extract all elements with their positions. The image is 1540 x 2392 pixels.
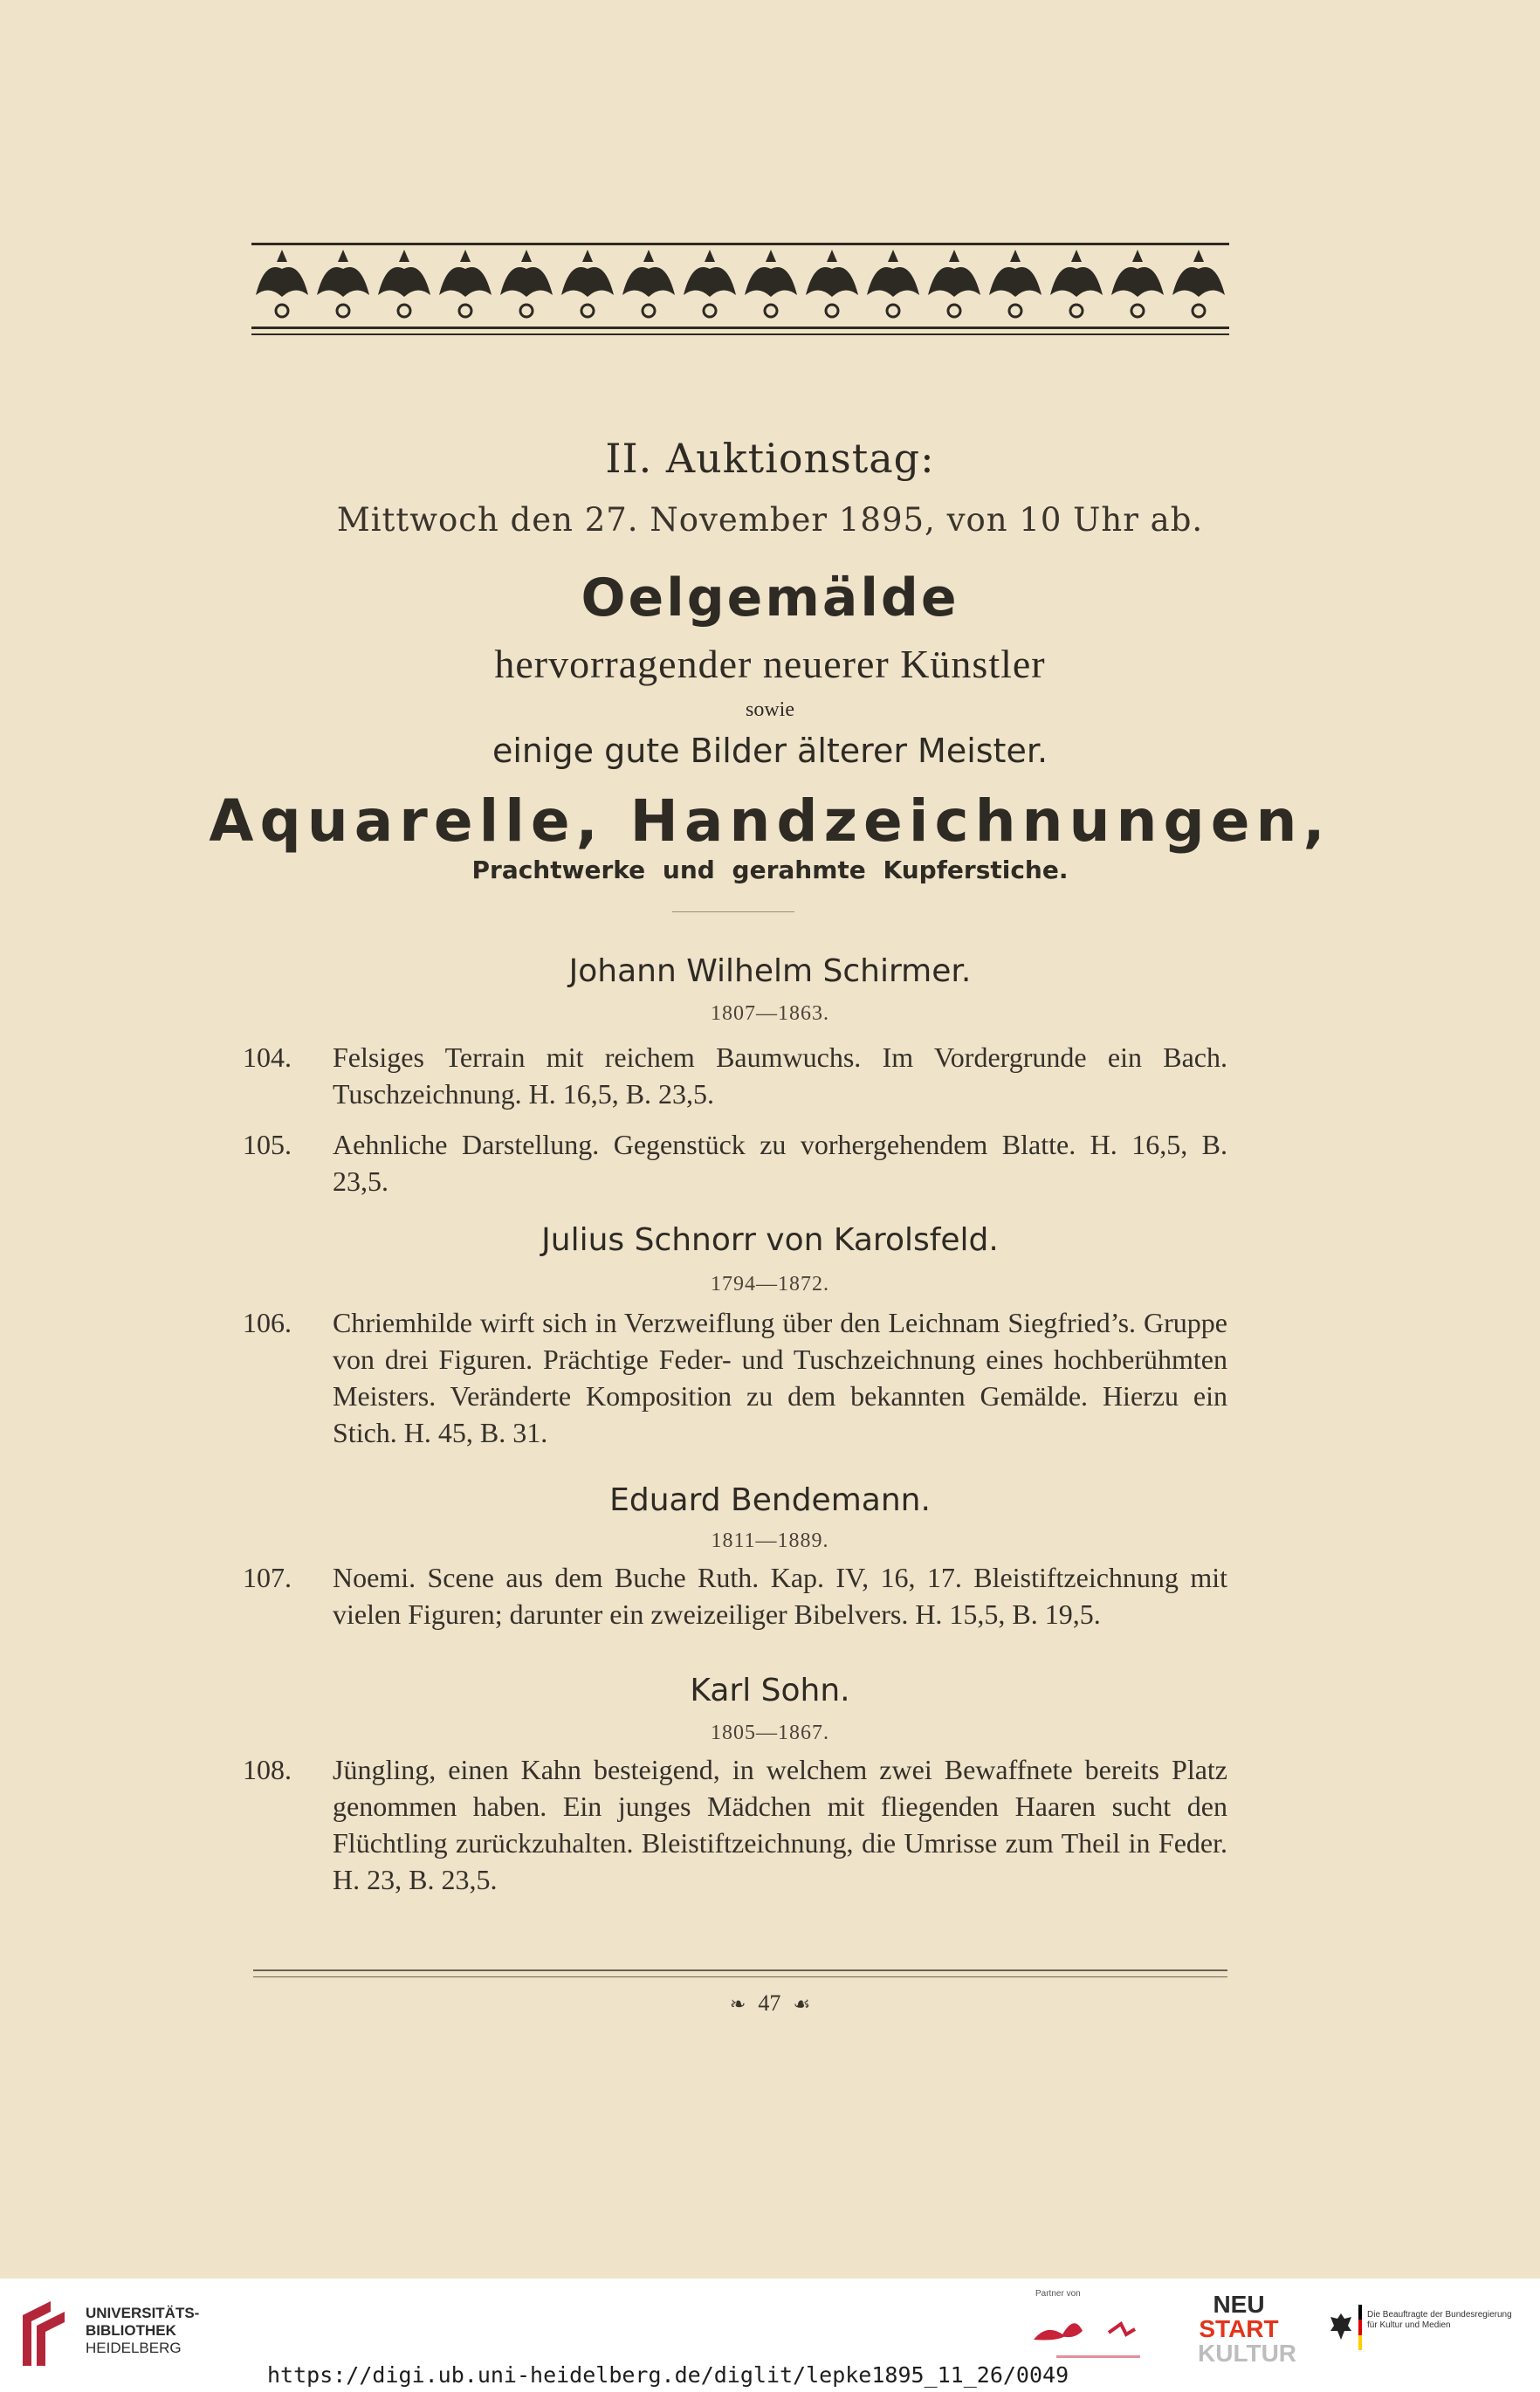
ornament-motif <box>500 267 553 297</box>
ornament-leaf <box>949 250 959 262</box>
permalink-url[interactable]: https://digi.ub.uni-heidelberg.de/diglit/lepke1895_11_26/0049 <box>267 2362 1069 2388</box>
entry-number: 108. <box>243 1754 292 1785</box>
section-subtitle: hervorragender neuerer Künstler <box>494 642 1046 686</box>
footer-rule <box>253 1976 1227 1977</box>
neustart-line: KULTUR <box>1198 2340 1297 2367</box>
bkm-line: Die Beauftragte der Bundesregierung <box>1367 2310 1512 2320</box>
ornament-motif <box>561 267 614 297</box>
ornament-ring <box>1070 305 1083 317</box>
library-name-line: BIBLIOTHEK <box>86 2322 176 2339</box>
entry-text: Jüngling, einen Kahn besteigend, in welchem zwei Bewaffnete bereits Platz genommen haben. Ein junges Mädchen mit fliegenden Haaren sucht den Flüchtling zurückzuhalten. Bleistiftzeichnung, die Umrisse zum Theil in Feder. H. 23, B. 23,5. <box>333 1754 1227 1895</box>
ornament-motif <box>1050 267 1103 297</box>
ornament-leaf <box>1071 250 1082 262</box>
entry-number: 105. <box>243 1129 292 1160</box>
library-city: HEIDELBERG <box>86 2340 182 2356</box>
ornament-leaf <box>1010 250 1021 262</box>
partner-label: Partner von <box>1035 2289 1081 2299</box>
ornament-leaf <box>643 250 654 262</box>
ornament-motif <box>1111 267 1164 297</box>
ornament-ring <box>643 305 655 317</box>
university-library-name[interactable] <box>86 2305 199 2357</box>
bkm-line: für Kultur und Medien <box>1367 2320 1451 2330</box>
neustart-line: NEU <box>1213 2291 1265 2318</box>
ornament-leaf <box>521 250 532 262</box>
ornament-motif <box>256 267 308 297</box>
entry-text: Chriemhilde wirft sich in Verzweiflung über den Leichnam Siegfried’s. Gruppe von drei Figuren. Prächtige Feder- und Tuschzeichnung eines hochberühmten Meisters. Veränderte Komposition zu dem bekannten Gemälde. Hierzu ein Stich. H. 45, B. 31. <box>333 1307 1227 1448</box>
ornament-leaf <box>582 250 593 262</box>
catalog-entry <box>243 1039 1229 1112</box>
ornament-leaf <box>827 250 837 262</box>
ornament-motif <box>622 267 675 297</box>
older-masters-line: einige gute Bilder älterer Meister. <box>492 732 1048 770</box>
neustart-kultur-logo[interactable] <box>1198 2291 1297 2367</box>
bkm-label[interactable] <box>1367 2310 1512 2331</box>
ornament-leaf <box>1132 250 1143 262</box>
aquarelle-heading: Aquarelle, Handzeichnungen, <box>209 787 1331 855</box>
ornament-ring <box>948 305 960 317</box>
ornament-ring <box>826 305 838 317</box>
ornament-ring <box>765 305 777 317</box>
entry-text: Noemi. Scene aus dem Buche Ruth. Kap. IV, 16, 17. Bleistiftzeichnung mit vielen Figuren; darunter ein zweizeiliger Bibelvers. H. 15,5, B. 19,5. <box>333 1562 1227 1630</box>
ornament-ring <box>276 305 288 317</box>
federal-eagle-icon <box>1329 2312 1353 2341</box>
decorative-border-ornament <box>251 243 1229 337</box>
artist-name: Eduard Bendemann. <box>609 1482 931 1518</box>
fleuron-left-icon: ❧ <box>729 1994 746 2016</box>
ornament-motif <box>1172 267 1225 297</box>
deutsche-digitale-bibliothek-logo-icon[interactable] <box>1030 2305 1161 2366</box>
section-title-oelgemaelde: Oelgemälde <box>581 567 959 629</box>
artist-name: Julius Schnorr von Karolsfeld. <box>541 1222 999 1258</box>
auction-date: Mittwoch den 27. November 1895, von 10 Uhr ab. <box>336 501 1204 539</box>
library-name-line: UNIVERSITÄTS- <box>86 2305 200 2321</box>
ornament-leaf <box>705 250 715 262</box>
university-library-logo-icon[interactable] <box>16 2298 73 2369</box>
ornament-ring <box>398 305 410 317</box>
auction-day-heading: II. Auktionstag: <box>605 435 935 482</box>
ornament-motif <box>684 267 736 297</box>
entry-text: Aehnliche Darstellung. Gegenstück zu vorhergehendem Blatte. H. 16,5, B. 23,5. <box>333 1129 1227 1197</box>
ornament-ring <box>704 305 716 317</box>
prachtwerke-line: Prachtwerke und gerahmte Kupferstiche. <box>471 856 1069 884</box>
ornament-motif <box>317 267 369 297</box>
divider <box>672 911 794 912</box>
artist-years: 1811—1889. <box>711 1529 829 1552</box>
ornament-motif <box>867 267 919 297</box>
ornament-motif <box>928 267 980 297</box>
ornament-ring <box>1131 305 1144 317</box>
ornament-motif <box>806 267 858 297</box>
ornament-motif <box>989 267 1042 297</box>
entry-number: 107. <box>243 1562 292 1593</box>
artist-years: 1794—1872. <box>711 1273 829 1296</box>
ornament-ring <box>337 305 349 317</box>
ornament-ring <box>1009 305 1021 317</box>
ornament-ring <box>581 305 594 317</box>
entry-number: 104. <box>243 1041 292 1073</box>
entry-text: Felsiges Terrain mit reichem Baumwuchs. Im Vordergrunde ein Bach. Tuschzeichnung. H. 16,5, B. 23,5. <box>333 1041 1227 1110</box>
page-number <box>0 1990 1540 2017</box>
ornament-leaf <box>766 250 776 262</box>
entry-number: 106. <box>243 1307 292 1338</box>
catalog-entry <box>243 1304 1229 1451</box>
ornament-ring <box>887 305 899 317</box>
neustart-line: START <box>1199 2315 1279 2342</box>
ornament-leaf <box>399 250 409 262</box>
ornament-motif <box>378 267 430 297</box>
ornament-ring <box>520 305 533 317</box>
catalog-entry <box>243 1126 1229 1199</box>
ornament-leaf <box>460 250 471 262</box>
footer-rule <box>253 1969 1227 1971</box>
ornament-motif <box>745 267 797 297</box>
ornament-leaf <box>888 250 898 262</box>
ornament-leaf <box>1193 250 1204 262</box>
catalog-entry <box>243 1559 1229 1669</box>
ornament-leaf <box>277 250 287 262</box>
page-number-value: 47 <box>758 1990 781 2016</box>
ornament-motif <box>439 267 492 297</box>
ornament-ring <box>459 305 471 317</box>
german-flag-stripe-icon <box>1358 2305 1362 2350</box>
catalog-entry <box>243 1751 1229 1898</box>
ornament-leaf <box>338 250 348 262</box>
artist-name: Johann Wilhelm Schirmer. <box>568 953 972 989</box>
artist-name: Karl Sohn. <box>690 1673 850 1708</box>
ornament-ring <box>1193 305 1205 317</box>
conjunction-sowie: sowie <box>746 698 794 721</box>
artist-years: 1805—1867. <box>711 1722 829 1744</box>
fleuron-right-icon: ☙ <box>793 1994 811 2016</box>
artist-years: 1807—1863. <box>711 1002 829 1025</box>
